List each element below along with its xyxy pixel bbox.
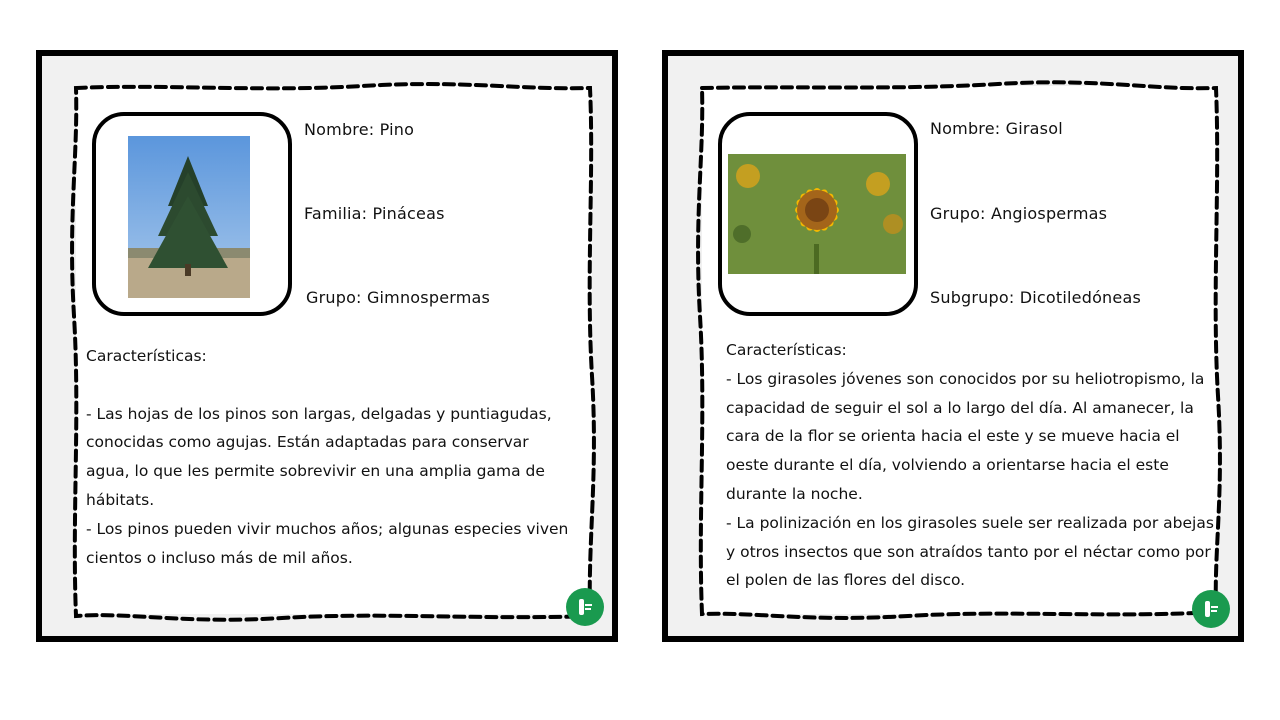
characteristics-heading: Características: (86, 347, 207, 365)
plant-group: Grupo: Angiospermas (930, 204, 1108, 223)
characteristic-item: - La polinización en los girasoles suele ser realizada por abejas y otros insectos que son atraídos tanto por el néctar como por el polen de las flores del disco. (726, 513, 1214, 590)
characteristic-item: - Los pinos pueden vivir muchos años; algunas especies viven cientos o incluso más de mil años. (86, 519, 569, 567)
plant-name: Nombre: Pino (304, 120, 415, 139)
sunflower-photo (728, 154, 906, 274)
photo-frame (92, 112, 292, 316)
plant-card-pino (36, 50, 618, 642)
plant-family: Familia: Pináceas (304, 204, 445, 223)
pine-tree-photo (128, 136, 250, 298)
characteristics (86, 342, 574, 572)
characteristic-item: - Las hojas de los pinos son largas, delgadas y puntiagudas, conocidas como agujas. Están adaptadas para conservar agua, lo que les permite sobrevivir en una amplia gama de hábitats. (86, 404, 552, 509)
plant-subgroup: Subgrupo: Dicotiledóneas (930, 288, 1141, 307)
characteristics-heading: Características: (726, 341, 847, 359)
plant-name: Nombre: Girasol (930, 119, 1063, 138)
characteristics (726, 336, 1214, 595)
characteristic-item: - Los girasoles jóvenes son conocidos por su heliotropismo, la capacidad de seguir el sol a lo largo del día. Al amanecer, la cara de la flor se orienta hacia el este y se mueve hacia el oeste durante el día, volviendo a orientarse hacia el este durante la noche. (726, 369, 1205, 503)
green-logo-badge-icon (566, 588, 604, 626)
plant-card-girasol (662, 50, 1244, 642)
photo-frame (718, 112, 918, 316)
plant-group: Grupo: Gimnospermas (306, 288, 491, 307)
green-logo-badge-icon (1192, 590, 1230, 628)
